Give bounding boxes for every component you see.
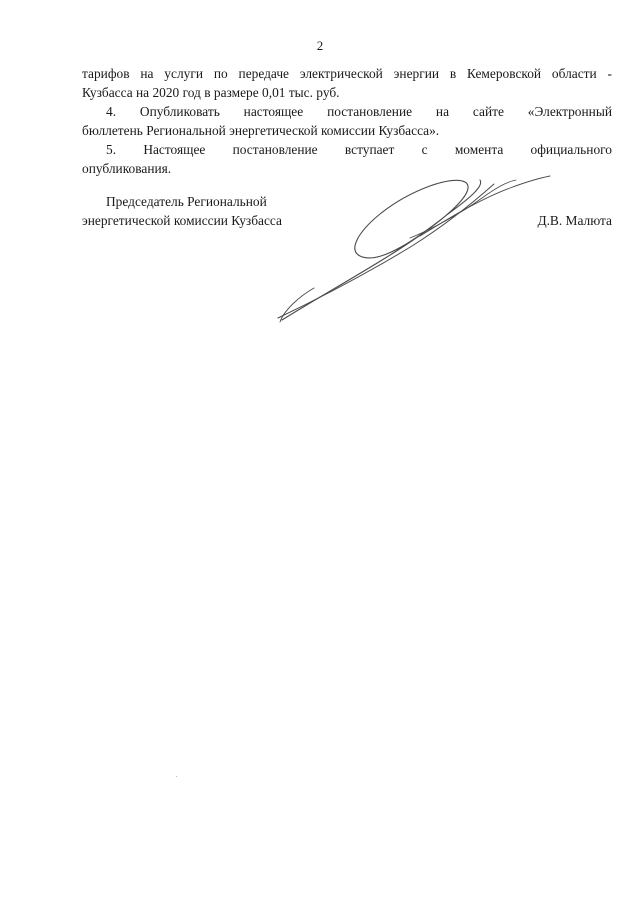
paragraph-tariff-line-1: тарифов на услуги по передаче электрической энергии в Кемеровской области - [82,66,612,81]
signature-stroke-loop [282,180,481,320]
signatory-name: Д.В. Малюта [537,213,612,228]
signatory-title-line-1: Председатель Региональной [106,194,267,209]
paragraph-tariff [82,64,612,102]
signature-stroke-tail [410,180,516,238]
paragraph-publish [82,102,612,140]
paragraph-effective-line-2: опубликования. [82,161,172,176]
signatory-title-line-2: энергетической комиссии Кузбасса [82,213,282,228]
paragraph-publish-line-1: 4. Опубликовать настоящее постановление на сайте «Электронный [106,104,612,119]
handwritten-signature [270,170,560,330]
signature-stroke-hook [280,288,314,322]
paragraph-publish-line-2: бюллетень Региональной энергетической комиссии Кузбасса». [82,123,440,138]
document-body [82,64,612,178]
paragraph-tariff-line-2: Кузбасса на 2020 год в размере 0,01 тыс. руб. [82,85,340,100]
scan-speck [176,776,177,777]
paragraph-effective-line-1: 5. Настоящее постановление вступает с момента официального [106,142,612,157]
page-number: 2 [316,38,324,53]
